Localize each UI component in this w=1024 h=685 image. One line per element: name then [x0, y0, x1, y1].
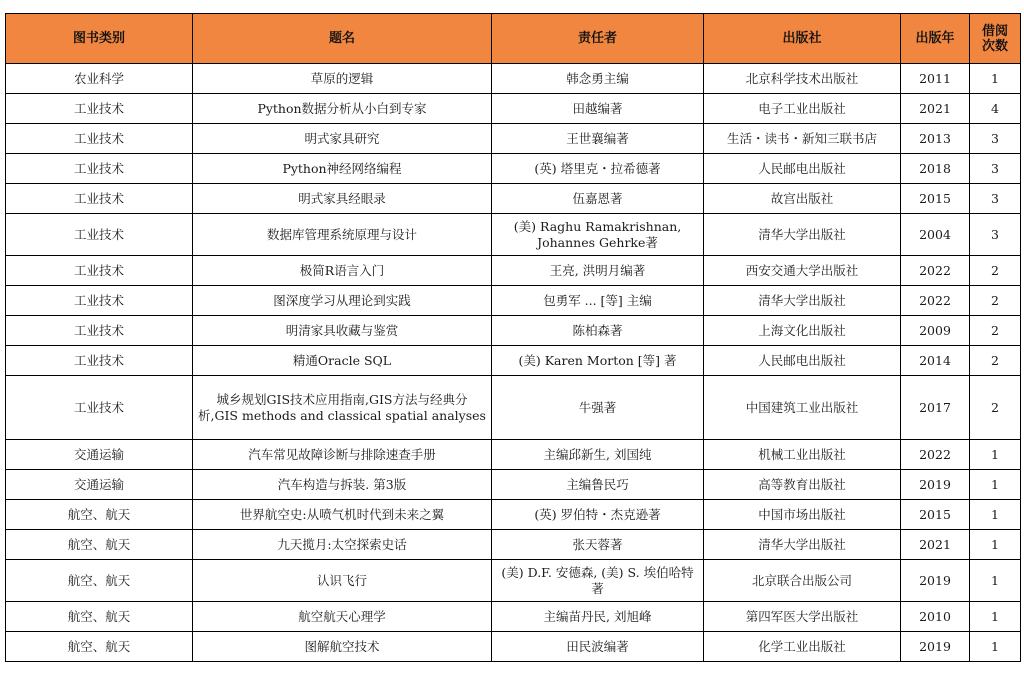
cell-category: 航空、航天 — [6, 602, 193, 632]
cell-borrow-count: 3 — [970, 154, 1021, 184]
cell-year: 2017 — [901, 376, 970, 440]
cell-year: 2022 — [901, 286, 970, 316]
cell-year: 2011 — [901, 64, 970, 94]
cell-borrow-count: 3 — [970, 214, 1021, 256]
cell-year: 2019 — [901, 560, 970, 602]
cell-category: 工业技术 — [6, 376, 193, 440]
cell-title: Python数据分析从小白到专家 — [193, 94, 492, 124]
table-row — [6, 256, 1021, 286]
cell-year: 2013 — [901, 124, 970, 154]
cell-author: (美) Raghu Ramakrishnan, Johannes Gehrke著 — [492, 214, 704, 256]
cell-year: 2022 — [901, 440, 970, 470]
cell-category: 工业技术 — [6, 94, 193, 124]
header-title: 题名 — [193, 14, 492, 64]
cell-category: 农业科学 — [6, 64, 193, 94]
cell-author: 主编苗丹民, 刘旭峰 — [492, 602, 704, 632]
cell-title: 认识飞行 — [193, 560, 492, 602]
cell-title: 草原的逻辑 — [193, 64, 492, 94]
cell-borrow-count: 1 — [970, 602, 1021, 632]
cell-category: 交通运输 — [6, 440, 193, 470]
table-body — [6, 64, 1021, 662]
table-row — [6, 602, 1021, 632]
table-row — [6, 560, 1021, 602]
cell-author: 张天蓉著 — [492, 530, 704, 560]
cell-borrow-count: 3 — [970, 124, 1021, 154]
cell-borrow-count: 3 — [970, 184, 1021, 214]
cell-publisher: 中国建筑工业出版社 — [704, 376, 901, 440]
header-row — [6, 14, 1021, 64]
table-row — [6, 500, 1021, 530]
cell-author: 包勇军 ... [等] 主编 — [492, 286, 704, 316]
cell-author: 韩念勇主编 — [492, 64, 704, 94]
cell-category: 航空、航天 — [6, 530, 193, 560]
cell-publisher: 清华大学出版社 — [704, 530, 901, 560]
cell-category: 工业技术 — [6, 286, 193, 316]
cell-title: 明清家具收藏与鉴赏 — [193, 316, 492, 346]
table-row — [6, 530, 1021, 560]
cell-year: 2021 — [901, 94, 970, 124]
cell-category: 工业技术 — [6, 124, 193, 154]
cell-publisher: 北京科学技术出版社 — [704, 64, 901, 94]
cell-author: (英) 罗伯特・杰克逊著 — [492, 500, 704, 530]
cell-borrow-count: 2 — [970, 346, 1021, 376]
header-year: 出版年 — [901, 14, 970, 64]
cell-publisher: 机械工业出版社 — [704, 440, 901, 470]
header-borrow-line1: 借阅 — [981, 23, 1008, 39]
header-publisher: 出版社 — [704, 14, 901, 64]
cell-publisher: 人民邮电出版社 — [704, 154, 901, 184]
cell-publisher: 清华大学出版社 — [704, 214, 901, 256]
cell-title: 数据库管理系统原理与设计 — [193, 214, 492, 256]
cell-author: 主编邱新生, 刘国纯 — [492, 440, 704, 470]
cell-title: 精通Oracle SQL — [193, 346, 492, 376]
header-category: 图书类别 — [6, 14, 193, 64]
table-row — [6, 184, 1021, 214]
cell-author: 王亮, 洪明月编著 — [492, 256, 704, 286]
cell-title: 图解航空技术 — [193, 632, 492, 662]
table-row — [6, 214, 1021, 256]
cell-borrow-count: 2 — [970, 316, 1021, 346]
cell-year: 2004 — [901, 214, 970, 256]
cell-category: 航空、航天 — [6, 560, 193, 602]
table-row — [6, 154, 1021, 184]
cell-year: 2018 — [901, 154, 970, 184]
cell-borrow-count: 1 — [970, 64, 1021, 94]
cell-title: 明式家具经眼录 — [193, 184, 492, 214]
cell-author: 伍嘉恩著 — [492, 184, 704, 214]
header-borrow-line2: 次数 — [981, 38, 1008, 54]
cell-author: 牛强著 — [492, 376, 704, 440]
cell-borrow-count: 1 — [970, 500, 1021, 530]
cell-borrow-count: 1 — [970, 530, 1021, 560]
table-row — [6, 94, 1021, 124]
book-borrowing-table — [5, 13, 1021, 662]
cell-title: 明式家具研究 — [193, 124, 492, 154]
cell-category: 航空、航天 — [6, 632, 193, 662]
cell-year: 2015 — [901, 184, 970, 214]
cell-borrow-count: 1 — [970, 560, 1021, 602]
cell-title: 城乡规划GIS技术应用指南,GIS方法与经典分析,GIS methods and classical spatial analyses — [193, 376, 492, 440]
cell-category: 工业技术 — [6, 256, 193, 286]
cell-category: 工业技术 — [6, 346, 193, 376]
cell-year: 2010 — [901, 602, 970, 632]
cell-title: 航空航天心理学 — [193, 602, 492, 632]
cell-year: 2015 — [901, 500, 970, 530]
table-row — [6, 470, 1021, 500]
cell-title: 九天揽月:太空探索史话 — [193, 530, 492, 560]
cell-title: 汽车常见故障诊断与排除速查手册 — [193, 440, 492, 470]
table-row — [6, 64, 1021, 94]
cell-publisher: 北京联合出版公司 — [704, 560, 901, 602]
cell-year: 2021 — [901, 530, 970, 560]
header-borrow-count — [970, 14, 1021, 64]
cell-category: 交通运输 — [6, 470, 193, 500]
cell-year: 2019 — [901, 470, 970, 500]
cell-publisher: 故宫出版社 — [704, 184, 901, 214]
cell-author: (美) D.F. 安德森, (美) S. 埃伯哈特著 — [492, 560, 704, 602]
cell-publisher: 高等教育出版社 — [704, 470, 901, 500]
cell-publisher: 人民邮电出版社 — [704, 346, 901, 376]
header-author: 责任者 — [492, 14, 704, 64]
cell-category: 工业技术 — [6, 316, 193, 346]
table-row — [6, 286, 1021, 316]
cell-year: 2014 — [901, 346, 970, 376]
cell-title: 汽车构造与拆装. 第3版 — [193, 470, 492, 500]
cell-publisher: 西安交通大学出版社 — [704, 256, 901, 286]
cell-author: (美) Karen Morton [等] 著 — [492, 346, 704, 376]
table-row — [6, 440, 1021, 470]
cell-title: 世界航空史:从喷气机时代到未来之翼 — [193, 500, 492, 530]
cell-borrow-count: 2 — [970, 376, 1021, 440]
cell-category: 航空、航天 — [6, 500, 193, 530]
cell-publisher: 中国市场出版社 — [704, 500, 901, 530]
cell-publisher: 第四军医大学出版社 — [704, 602, 901, 632]
cell-borrow-count: 1 — [970, 440, 1021, 470]
cell-borrow-count: 2 — [970, 286, 1021, 316]
cell-year: 2019 — [901, 632, 970, 662]
cell-category: 工业技术 — [6, 214, 193, 256]
cell-borrow-count: 1 — [970, 632, 1021, 662]
cell-publisher: 上海文化出版社 — [704, 316, 901, 346]
cell-borrow-count: 2 — [970, 256, 1021, 286]
cell-category: 工业技术 — [6, 184, 193, 214]
cell-author: 陈柏森著 — [492, 316, 704, 346]
cell-publisher: 化学工业出版社 — [704, 632, 901, 662]
cell-publisher: 清华大学出版社 — [704, 286, 901, 316]
cell-author: 田越编著 — [492, 94, 704, 124]
cell-author: 王世襄编著 — [492, 124, 704, 154]
cell-year: 2022 — [901, 256, 970, 286]
cell-title: 图深度学习从理论到实践 — [193, 286, 492, 316]
table-row — [6, 316, 1021, 346]
cell-borrow-count: 1 — [970, 470, 1021, 500]
cell-borrow-count: 4 — [970, 94, 1021, 124]
table-row — [6, 124, 1021, 154]
cell-category: 工业技术 — [6, 154, 193, 184]
cell-title: 极简R语言入门 — [193, 256, 492, 286]
cell-author: 田民波编著 — [492, 632, 704, 662]
table-row — [6, 632, 1021, 662]
table-row — [6, 346, 1021, 376]
cell-publisher: 电子工业出版社 — [704, 94, 901, 124]
cell-publisher: 生活・读书・新知三联书店 — [704, 124, 901, 154]
cell-author: (英) 塔里克・拉希德著 — [492, 154, 704, 184]
cell-title: Python神经网络编程 — [193, 154, 492, 184]
table-row — [6, 376, 1021, 440]
cell-author: 主编鲁民巧 — [492, 470, 704, 500]
cell-year: 2009 — [901, 316, 970, 346]
